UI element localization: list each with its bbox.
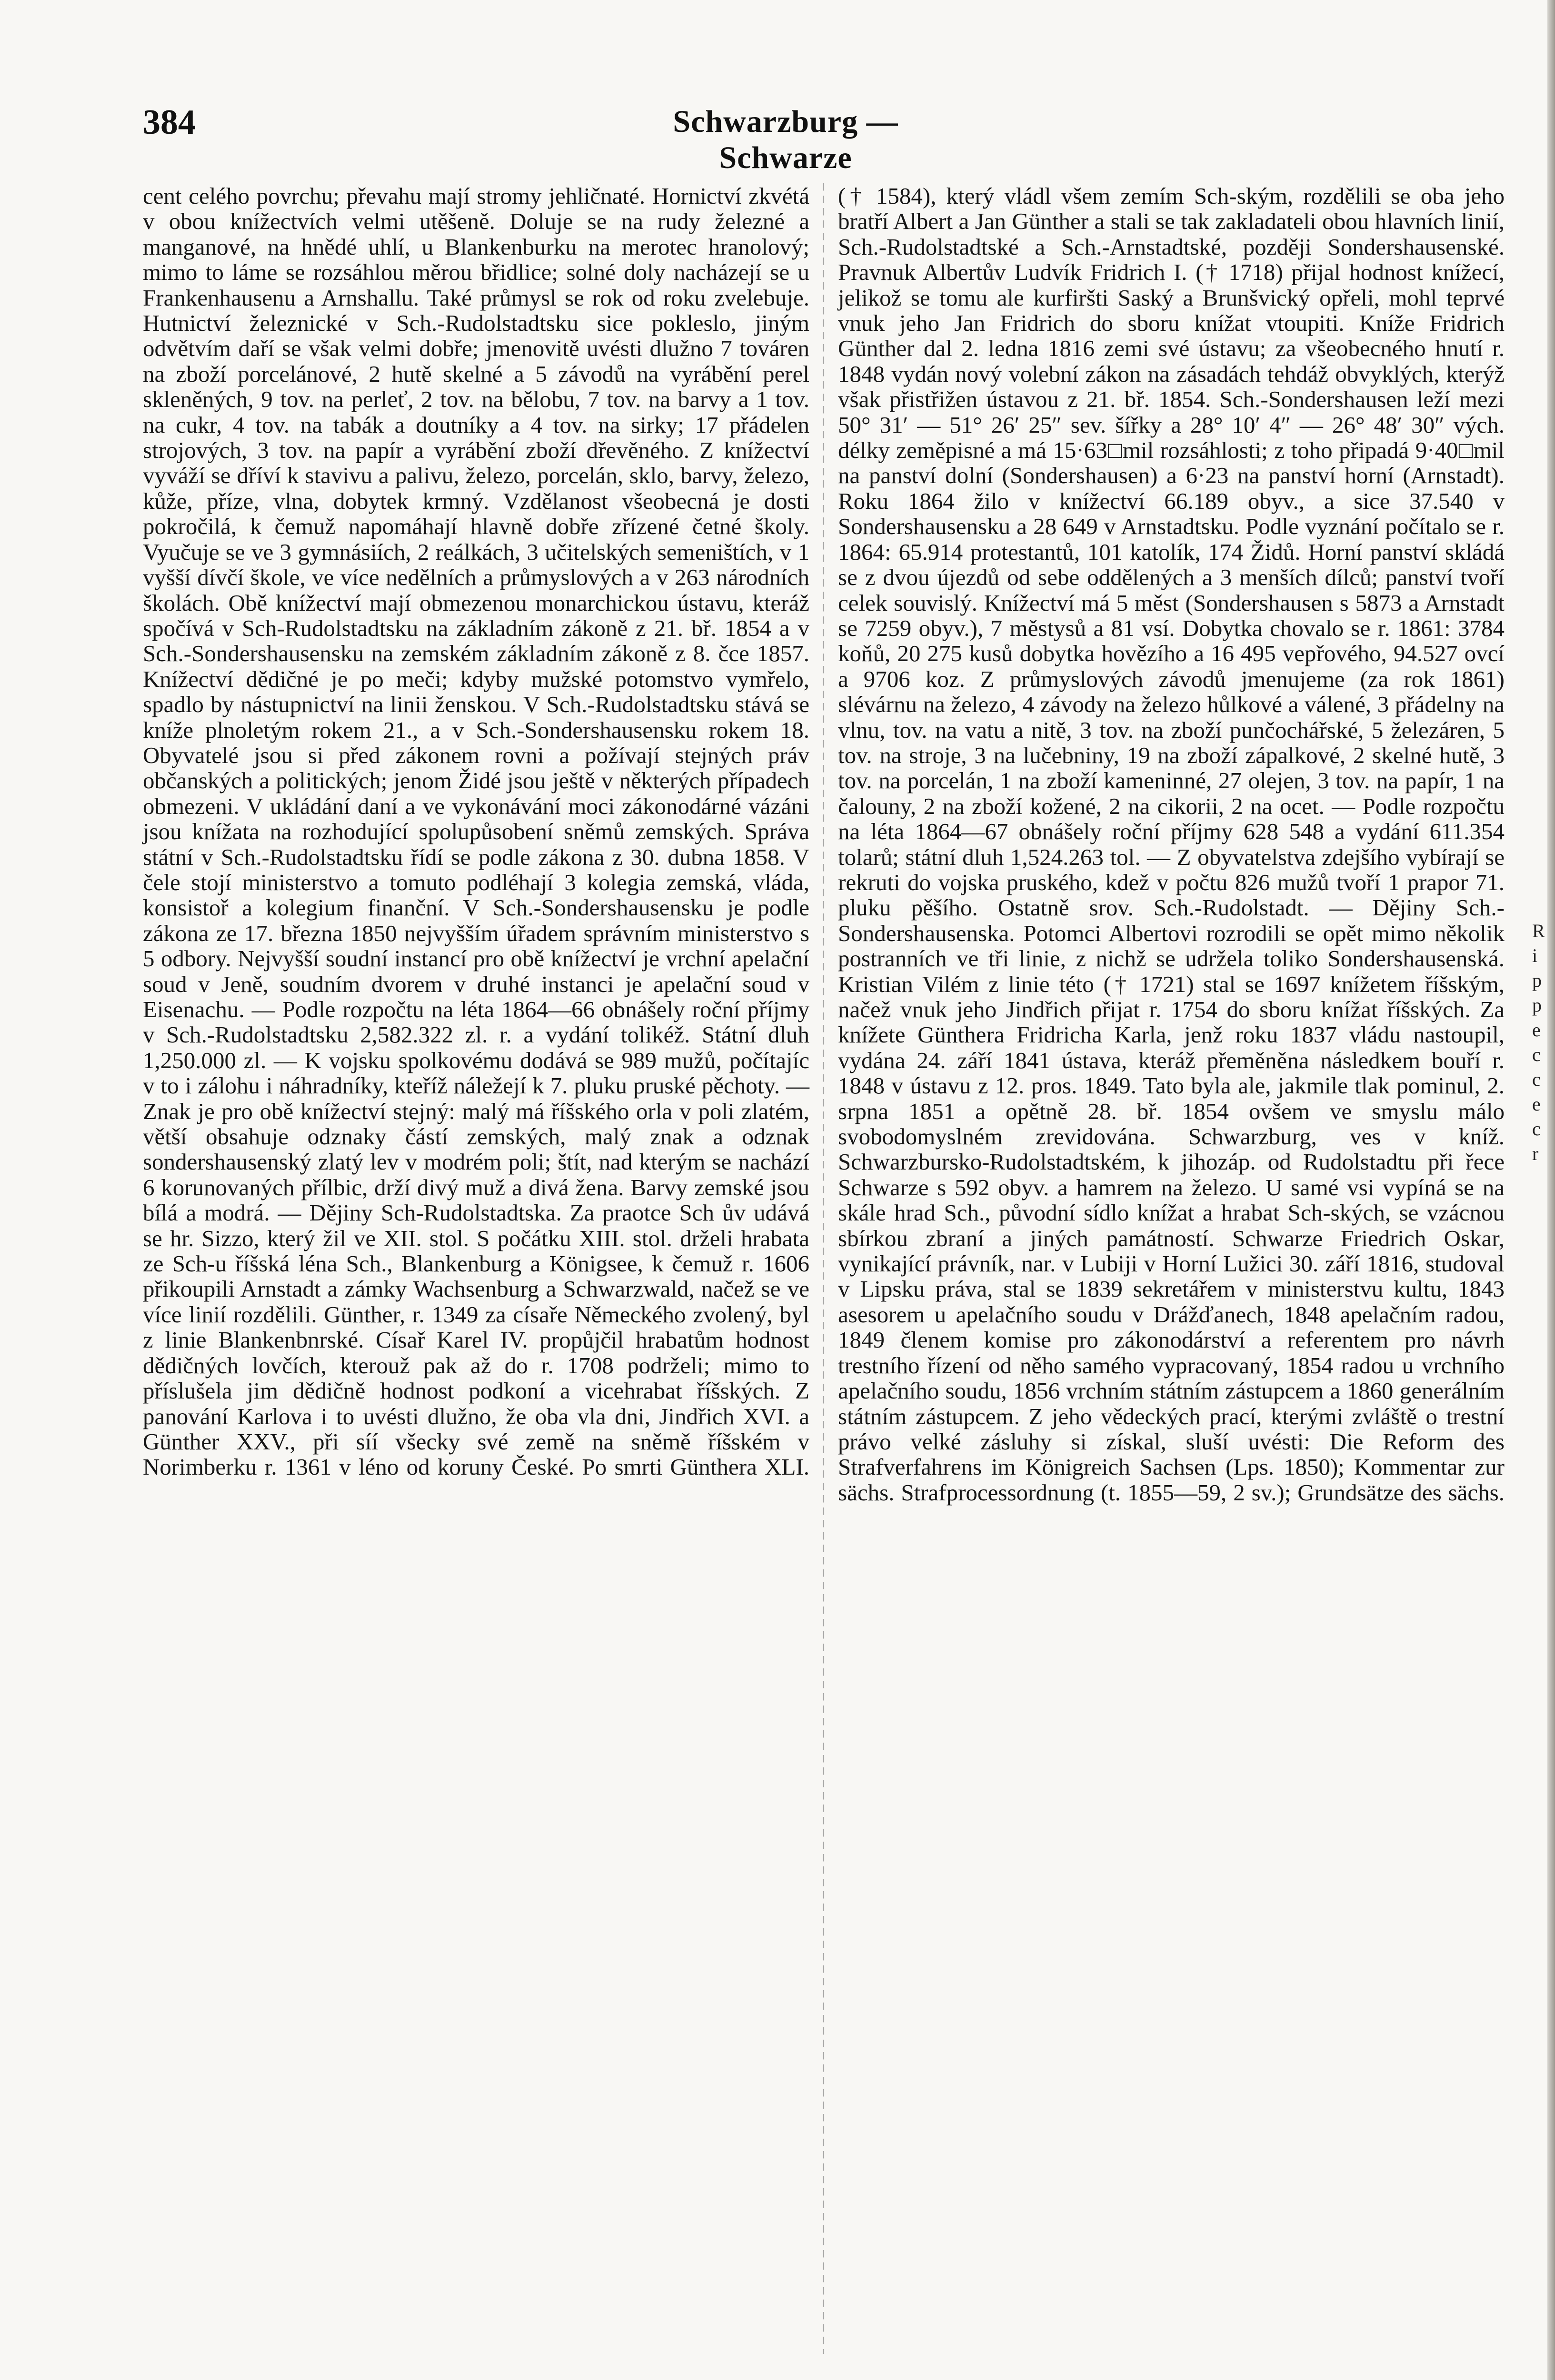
margin-fragment: e (1532, 1093, 1541, 1115)
column-divider (823, 183, 824, 2354)
margin-fragment: p (1532, 994, 1542, 1016)
scan-edge-shadow (1547, 0, 1555, 2380)
right-text-column (838, 183, 1505, 1505)
margin-fragment: c (1532, 1044, 1541, 1065)
left-column-text: cent celého povrchu; převahu mají stromy jehličnaté. Hornictví zkvétá v obou knížectvích velmi utěšeně. Doluje se na rudy železné a manganové, na hnědé uhlí, u Blankenburku na merotec hranolový; mimo to láme se rozsáhlou měrou břidlice; solné doly nacházejí se u Frankenhausenu a Arnshallu. Také průmysl se rok od roku zvelebuje. Hutnictví železnické v Sch.-Rudolstadtsku sice pokleslo, jiným odvětvím daří se však velmi dobře; jmenovitě uvésti dlužno 7 továren na zboží porcelánové, 2 hutě skelné a 5 závodů na vyrábění perel skleněných, 9 tov. na perleť, 2 tov. na bělobu, 7 tov. na barvy a 1 tov. na cukr, 4 tov. na tabák a doutníky a 4 tov. na sirky; 17 přádelen strojových, 3 tov. na papír a vyrábění zboží dřevěného. Z knížectví vyváží se dříví k stavivu a palivu, železo, porcelán, sklo, barvy, železo, kůže, příze, vlna, dobytek krmný. Vzdělanost všeobecná je dosti pokročilá, k čemuž napomáhají hlavně dobře zřízené četné školy. Vyučuje se ve 3 gymnásiích, 2 reálkách, 3 učitelských semeništích, v 1 vyšší dívčí škole, ve více nedělních a průmyslových a v 263 národních školách. Obě knížectví mají obmezenou monarchickou ústavu, kteráž spočívá v Sch-Rudolstadtsku na základním zákoně z 21. bř. 1854 a v Sch.-Sondershausensku na zemském základním zákoně z 8. čce 1857. Knížectví dědičné je po meči; kdyby mužské potomstvo vymřelo, spadlo by nástupnictví na linii ženskou. V Sch.-Rudolstadtsku stává se kníže plnoletým rokem 21., a v Sch.-Sondershausensku rokem 18. Obyvatelé jsou si před zákonem rovni a požívají stejných práv občanských a politických; jenom Židé jsou ještě v některých případech obmezeni. V ukládání daní a ve vykonávání moci zákonodárné vázáni jsou knížata na rozhodující spolupůsobení sněmů zemských. Správa státní v Sch.-Rudolstadtsku řídí se podle zákona z 30. dubna 1858. V čele stojí ministerstvo a tomuto podléhají 3 kolegia zemská, vláda, konsistoř a kolegium finanční. V Sch.-Sondershausensku je podle zákona ze 17. března 1850 nejvyšším úřadem správním ministerstvo s 5 odbory. Nejvyšší soudní instancí pro obě knížectví je vrchní apelační soud v Jeně, soudním dvorem v druhé instanci je apelační soud v Eisenachu. — Podle rozpočtu na léta 1864—66 obnášely roční příjmy v Sch.-Rudolstadtsku 2,582.322 zl. r. a vydání tolikéž. Státní dluh 1,250.000 zl. — K vojsku spolkovému dodává se 989 mužů, počítajíc v to i zálohu i náhradníky, kteříž náležejí k 7. pluku pruské pěchoty. — Znak je pro obě knížectví stejný: malý má říšského orla v poli zlatém, větší obsahuje odznaky částí zemských, malý znak a odznak sondershausenský zlatý lev v modrém poli; štít, nad kterým se nachází 6 korunovaných přílbic, drží divý muž a divá žena. Barvy zemské jsou bílá a modrá. — Dějiny Sch-Rudolstadtska. Za praotce Sch ův udává se hr. Sizzo, který žil ve XII. stol. S počátku XIII. stol. drželi hrabata ze Sch-u říšská léna Sch., Blankenburg a Königsee, k čemuž r. 1606 přikoupili Arnstadt a zámky Wachsenburg a Schwarzwald, načež se ve více linií rozdělili. Günther, r. 1349 za císaře Německého zvolený, byl z linie Blankenbnrské. Císař Karel IV. propůjčil hrabatům hodnost dědičných lovčích, kterouž pak až do r. 1708 podrželi; mimo to příslušela jim dědičně hodnost podkoní a vicehrabat říšských. Z panování Karlova i to uvésti dlužno, že oba vla dni, Jindřich XVI. a Günther XXV., při síí všecky své země na sněmě říšském v Norimberku r. 1361 v léno od koruny České. Po smrti Günthera XLI. (143, 183, 809, 1480)
left-text-column (143, 183, 809, 1480)
adjacent-page-margin-fragments (1532, 919, 1548, 1166)
margin-fragment: p (1532, 970, 1542, 991)
right-column-text: († 1584), který vládl všem zemím Sch-ským, rozdělili se oba jeho bratří Albert a Jan Günther a stali se tak zakladateli obou hlavních linií, Sch.-Rudolstadtské a Sch.-Arnstadtské, později Sondershausenské. Pravnuk Albertův Ludvík Fridrich I. († 1718) přijal hodnost knížecí, jelikož se tomu ale kurfiršti Saský a Brunšvický opřeli, mohl teprvé vnuk jeho Jan Fridrich do sboru knížat vtoupiti. Kníže Fridrich Günther dal 2. ledna 1816 zemi své ústavu; za všeobecného hnutí r. 1848 vydán nový volební zákon na zásadách tehdáž obvyklých, kterýž však přistřižen ústavou z 21. bř. 1854. Sch.-Sondershausen leží mezi 50° 31′ — 51° 26′ 25″ sev. šířky a 28° 10′ 4″ — 26° 48′ 30″ vých. délky zeměpisné a má 15·63□mil rozsáhlosti; z toho připadá 9·40□mil na panství dolní (Sondershausen) a 6·23 na panství horní (Arnstadt). Roku 1864 žilo v knížectví 66.189 obyv., a sice 37.540 v Sondershausensku a 28 649 v Arnstadtsku. Podle vyznání počítalo se r. 1864: 65.914 protestantů, 101 katolík, 174 Židů. Horní panství skládá se z dvou újezdů od sebe oddělených a 3 menších dílců; panství tvoří celek souvislý. Knížectví má 5 měst (Sondershausen s 5873 a Arnstadt se 7259 obyv.), 7 městysů a 81 vsí. Dobytka chovalo se r. 1861: 3784 koňů, 20 275 kusů dobytka hovězího a 16 495 vepřového, 94.527 ovcí a 9706 koz. Z průmyslových závodů jmenujeme (za rok 1861) slévárnu na železo, 4 závody na železo hůlkové a válené, 3 přádelny na vlnu, tov. na vatu a nitě, 3 tov. na zboží punčochářské, 5 železáren, 5 tov. na stroje, 3 na lučebniny, 19 na zboží zápalkové, 2 skelné hutě, 3 tov. na porcelán, 1 na zboží kameninné, 27 olejen, 3 tov. na papír, 1 na čalouny, 2 na zboží kožené, 2 na cikorii, 2 na ocet. — Podle rozpočtu na léta 1864—67 obnášely roční příjmy 628 548 a vydání 611.354 tolarů; státní dluh 1,524.263 tol. — Z obyvatelstva zdejšího vybírají se rekruti do vojska pruského, kdež v počtu 826 mužů tvoří 1 prapor 71. pluku pěšího. Ostatně srov. Sch.-Rudolstadt. — Dějiny Sch.-Sondershausenska. Potomci Albertovi rozrodili se opět mimo několik postranních ve tři linie, z nichž se udržela toliko Sondershausenská. Kristian Vilém z linie této († 1721) stal se 1697 knížetem říšským, načež vnuk jeho Jindřich přijat r. 1754 do sboru knížat říšských. Za knížete Günthera Fridricha Karla, jenž roku 1837 vládu nastoupil, vydána 24. září 1841 ústava, kteráž přeměněna následkem bouří r. 1848 v ústavu z 12. pros. 1849. Tato byla ale, jakmile tlak pominul, 2. srpna 1851 a opětně 28. bř. 1854 ovšem ve smyslu málo svobodomyslném zrevidována. Schwarzburg, ves v kníž. Schwarzbursko-Rudolstadtském, k jihozáp. od Rudolstadtu při řece Schwarze s 592 obyv. a hamrem na železo. U samé vsi vypíná se na skále hrad Sch., původní sídlo knížat a hrabat Sch-ských, se vzácnou sbírkou zbraní a jiných památností. Schwarze Friedrich Oskar, vynikající právník, nar. v Lubiji v Horní Lužici 30. září 1816, studoval v Lipsku práva, stal se 1839 sekretářem v ministerstvu kultu, 1843 asesorem u apelačního soudu v Drážďanech, 1848 apelačním radou, 1849 členem komise pro zákonodárství a referentem pro návrh trestního řízení od něho samého vypracovaný, 1854 radou u vrchního apelačního soudu, 1856 vrchním státním zástupcem a 1860 generálním státním zástupcem. Z jeho vědeckých prací, kterými zvláště o trestní právo velké zásluhy si získal, sluší uvésti: Die Reform des Strafverfahrens im Königreich Sachsen (Lps. 1850); Kommentar zur sächs. Strafprocessordnung (t. 1855—59, 2 sv.); Grundsätze des sächs. (838, 183, 1505, 1506)
margin-fragment: e (1532, 1019, 1541, 1041)
margin-fragment: r (1532, 1143, 1539, 1164)
margin-fragment: R (1532, 920, 1545, 942)
running-title: Schwarzburg — Schwarze (673, 104, 898, 175)
page-number: 384 (143, 103, 196, 142)
margin-fragment: i (1532, 945, 1538, 966)
margin-fragment: c (1532, 1118, 1541, 1140)
margin-fragment: c (1532, 1069, 1541, 1090)
